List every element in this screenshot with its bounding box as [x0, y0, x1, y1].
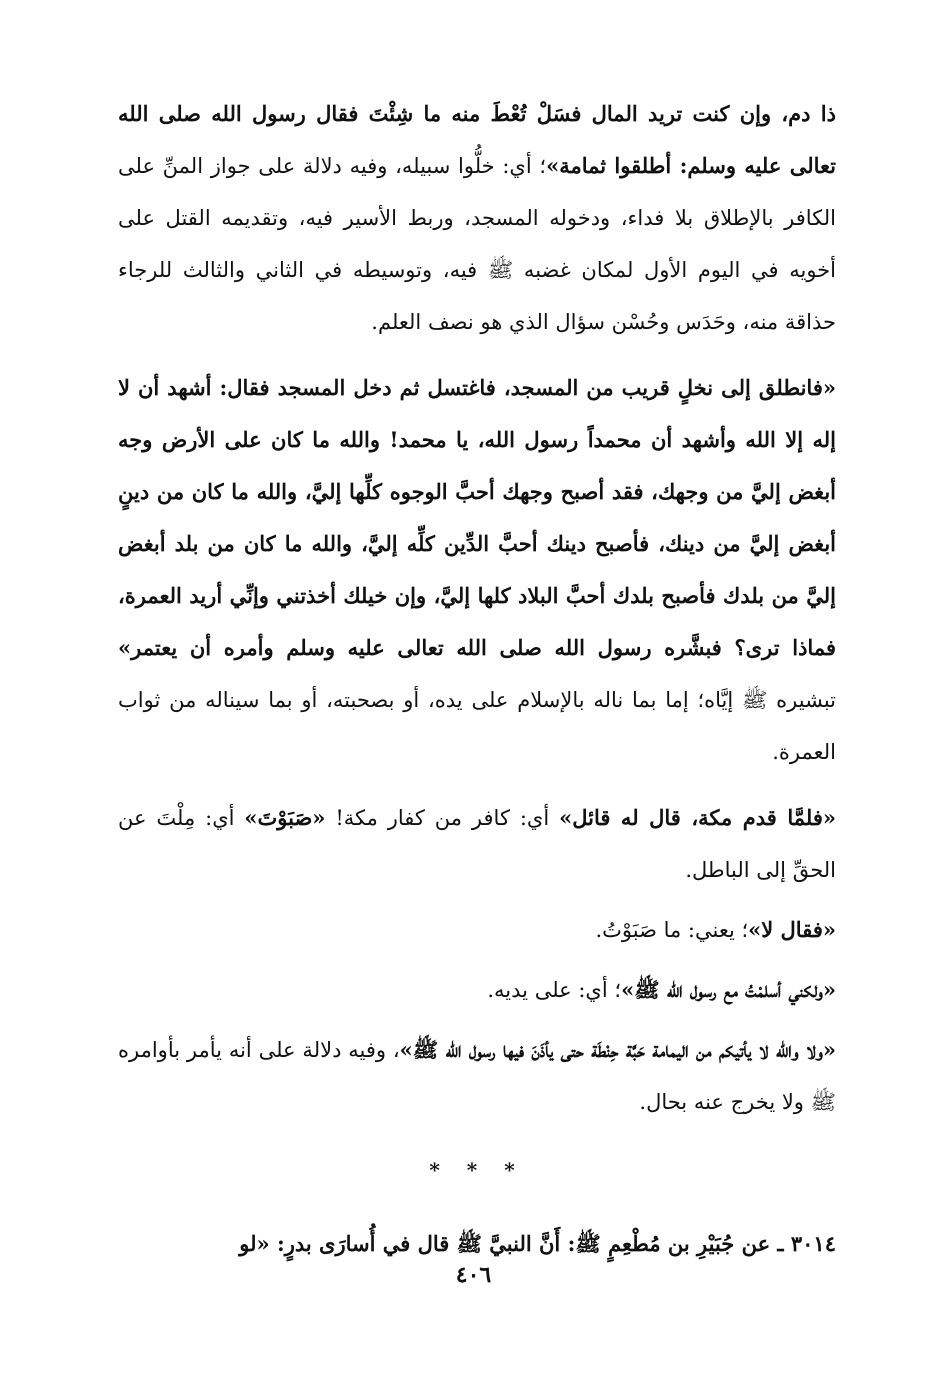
paragraph-4-bold: «فقال لا»: [748, 917, 836, 942]
paragraph-2-bold: «فانطلق إلى نخلٍ قريب من المسجد، فاغتسل ثم دخل المسجد فقال: أشهد أن لا إله إلا الله وأشهد أن محمداً رسول الله، يا محمد! والله ما كان على الأرض وجه أبغض إليَّ من وجهك، فقد أصبح وجهك أحبَّ الوجوه كلِّها إليَّ، والله ما كان من دينٍ أبغض إليَّ من دينك، فأصبح دينك أحبَّ الدِّين كلِّه إليَّ، والله ما كان من بلد أبغض إليَّ من بلدك فأصبح بلدك أحبَّ البلاد كلها إليَّ، وإن خيلك أخذتني وإنِّي أريد العمرة، فماذا ترى؟ فبشَّره رسول الله صلى الله تعالى عليه وسلم وأمره أن يعتمر»: [118, 375, 836, 660]
paragraph-3: [118, 792, 836, 896]
paragraph-6-text: ، وفيه دلالة على أنه يأمر بأوامره ﷺ ولا يخرج عنه بحال.: [118, 1038, 836, 1114]
paragraph-6: [118, 1024, 836, 1128]
paragraph-4-text: ؛ يعني: ما صَبَوْتُ.: [595, 918, 749, 942]
paragraph-2: [118, 362, 836, 778]
paragraph-5-bold: «ولكني أسلمْتُ مع رسول الله ﷺ»: [621, 977, 836, 1002]
paragraph-4: [118, 904, 836, 956]
paragraph-1: [118, 88, 836, 348]
paragraph-3-text-b: أي: مِلْتَ عن الحقِّ إلى الباطل.: [118, 806, 836, 882]
paragraph-2-text: تبشيره ﷺ إيَّاه؛ إما بما ناله بالإسلام على يده، أو بصحبته، أو بما سيناله من ثواب العمرة.: [118, 688, 836, 764]
paragraph-3-bold-a: «فلمَّا قدم مكة، قال له قائل»: [559, 805, 837, 830]
paragraph-6-bold: «ولا والله لا يأتيكم من اليمامة حَبَّة حِنْطَة حتى يأذَنَ فيها رسول الله ﷺ»: [399, 1037, 836, 1062]
page-body: [118, 88, 836, 1270]
paragraph-1-text: ؛ أي: خلُّوا سبيله، وفيه دلالة على جواز المنِّ على الكافر بالإطلاق بلا فداء، ودخوله المسجد، وربط الأسير فيه، وتقديمه القتل على أخويه في اليوم الأول لمكان غضبه ﷺ فيه، وتوسيطه في الثاني والثالث للرجاء حذاقة منه، وحَدَس وحُسْن سؤال الذي هو نصف العلم.: [118, 154, 836, 334]
paragraph-1-bold: ذا دم، وإن كنت تريد المال فسَلْ تُعْطَ منه ما شِئْتَ فقال رسول الله صلى الله تعالى عليه وسلم: أطلقوا ثمامة»: [118, 101, 837, 178]
paragraph-5: [118, 964, 836, 1016]
hadith-heading-text: ٣٠١٤ ـ عن جُبَيْرِ بن مُطْعِمٍ ﷺ: أَنَّ النبيَّ ﷺ قال في أُسارَى بدرٍ: «لو: [239, 1231, 836, 1256]
paragraph-3-bold-b: «صَبَوْتَ»: [244, 805, 326, 830]
section-separator: * * *: [429, 1158, 525, 1182]
paragraph-5-text: ؛ أي: على يديه.: [487, 978, 622, 1002]
paragraph-3-text-a: أي: كافر من كفار مكة!: [325, 806, 560, 830]
page-number: ٤٠٦: [455, 1262, 492, 1288]
